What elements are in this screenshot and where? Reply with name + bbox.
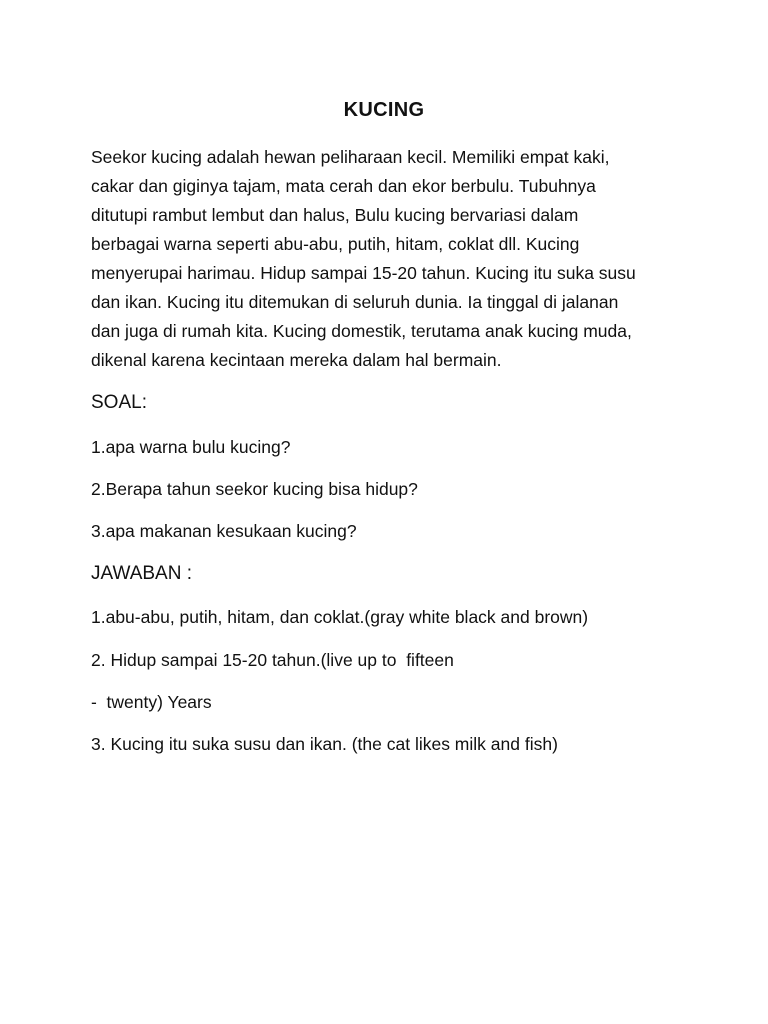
- paragraph-line: Seekor kucing adalah hewan peliharaan kecil. Memiliki empat kaki,: [91, 147, 610, 167]
- answer-item: 3. Kucing itu suka susu dan ikan. (the cat likes milk and fish): [91, 734, 558, 754]
- answer-item: - twenty) Years: [91, 692, 212, 712]
- paragraph-line: dan ikan. Kucing itu ditemukan di seluruh dunia. Ia tinggal di jalanan: [91, 292, 619, 312]
- answer-item: 2. Hidup sampai 15-20 tahun.(live up to fifteen: [91, 650, 454, 670]
- paragraph-line: cakar dan giginya tajam, mata cerah dan ekor berbulu. Tubuhnya: [91, 176, 596, 196]
- question-item: 1.apa warna bulu kucing?: [91, 437, 291, 457]
- answer-item: 1.abu-abu, putih, hitam, dan coklat.(gray white black and brown): [91, 607, 589, 627]
- paragraph-line: dikenal karena kecintaan mereka dalam hal bermain.: [91, 350, 502, 370]
- question-item: 2.Berapa tahun seekor kucing bisa hidup?: [91, 479, 418, 499]
- document-title: KUCING: [343, 99, 425, 121]
- paragraph-line: dan juga di rumah kita. Kucing domestik, terutama anak kucing muda,: [91, 321, 632, 341]
- intro-paragraph: [91, 143, 681, 375]
- paragraph-line: ditutupi rambut lembut dan halus, Bulu kucing bervariasi dalam: [91, 205, 579, 225]
- soal-heading: SOAL:: [91, 392, 147, 413]
- question-item: 3.apa makanan kesukaan kucing?: [91, 521, 357, 541]
- paragraph-line: menyerupai harimau. Hidup sampai 15-20 tahun. Kucing itu suka susu: [91, 263, 636, 283]
- paragraph-line: berbagai warna seperti abu-abu, putih, hitam, coklat dll. Kucing: [91, 234, 580, 254]
- jawaban-heading: JAWABAN :: [91, 563, 192, 584]
